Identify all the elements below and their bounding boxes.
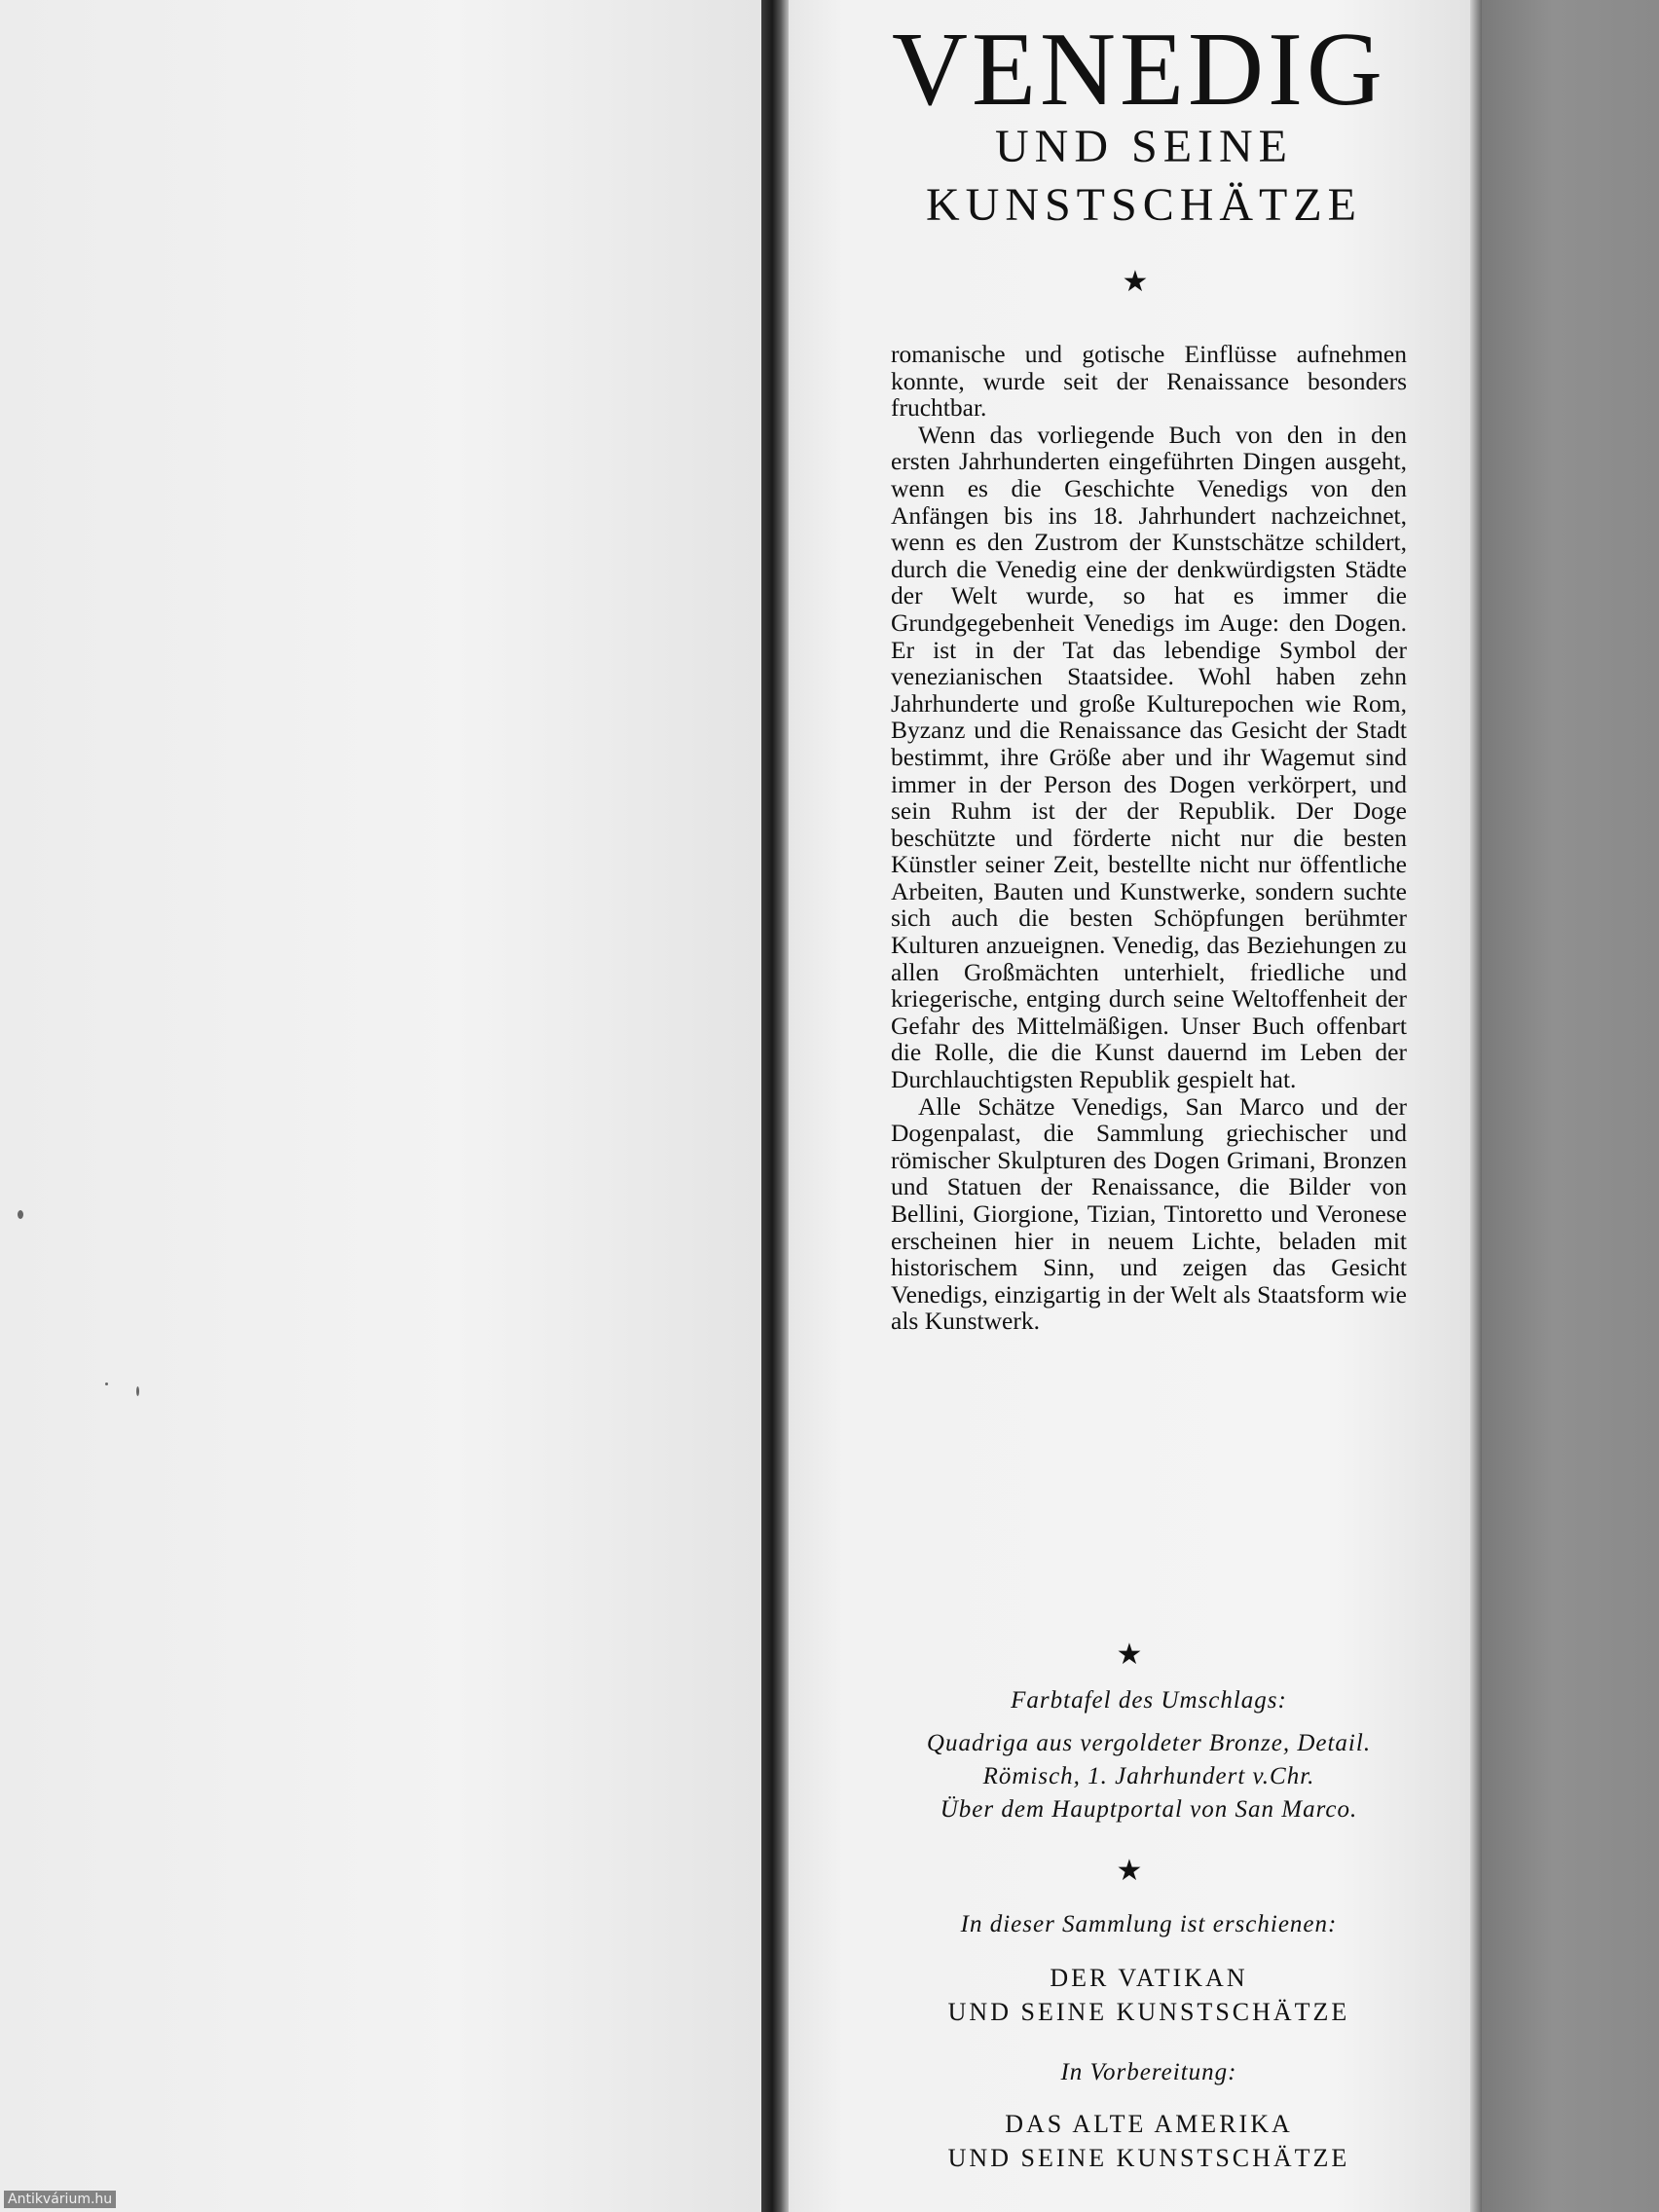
series-upcoming-title: UND SEINE KUNSTSCHÄTZE bbox=[947, 2144, 1350, 2172]
background-surface bbox=[1482, 0, 1659, 2212]
book-gutter bbox=[761, 0, 789, 2212]
series-upcoming-label: In Vorbereitung: bbox=[1060, 2059, 1237, 2085]
body-paragraph: Wenn das vorliegende Buch von den in den ersten Jahrhunderten eingeführten Dingen ausgeht, wenn es die Geschichte Venedigs von den Anfängen bis ins 18. Jahrhundert nachzeichnet, wenn es den Zustrom der Kunstschätze schildert, durch die Venedig eine der denkwürdigsten Städte der Welt wurde, so hat es immer die Grundgegebenheit Venedigs im Auge: den Dogen. Er ist in der Tat das lebendige Symbol der venezianischen Staatsidee. Wohl haben zehn Jahrhunderte und große Kulturepochen wie Rom, Byzanz und die Renaissance das Gesicht der Stadt bestimmt, ihre Größe aber und ihr Wagemut sind immer in der Person des Dogen verkörpert, und sein Ruhm ist der der Republik. Der Doge beschützte und förderte nicht nur die besten Künstler seiner Zeit, bestellte nicht nur öffentliche Arbeiten, Bauten und Kunstwerke, sondern suchte sich auch die besten Schöpfungen berühmter Kulturen anzueignen. Venedig, das Beziehungen zu allen Großmächten unterhielt, friedliche und kriegerische, entging durch seine Weltoffenheit der Gefahr des Mittelmäßigen. Unser Buch offenbart die Rolle, die die Kunst dauernd im Leben der Durchlauchtigsten Republik gespielt hat. bbox=[891, 420, 1407, 1094]
star-ornament: ★ bbox=[1122, 266, 1149, 298]
cover-caption-heading: Farbtafel des Umschlags: bbox=[1011, 1687, 1287, 1714]
series-published-title: DER VATIKAN bbox=[1050, 1964, 1248, 1992]
star-ornament: ★ bbox=[1116, 1855, 1143, 1887]
paper-speck bbox=[105, 1382, 108, 1385]
flap-subtitle-line2: KUNSTSCHÄTZE bbox=[925, 179, 1362, 231]
cover-caption-line: Über dem Hauptportal von San Marco. bbox=[940, 1796, 1358, 1823]
dust-jacket-flap bbox=[789, 0, 1470, 2212]
star-ornament: ★ bbox=[1116, 1639, 1143, 1671]
cover-caption-line: Quadriga aus vergoldeter Bronze, Detail. bbox=[926, 1730, 1372, 1756]
series-upcoming-title: DAS ALTE AMERIKA bbox=[1005, 2110, 1293, 2138]
source-watermark: Antikvárium.hu bbox=[4, 2191, 116, 2208]
paper-speck bbox=[18, 1210, 23, 1219]
series-published-label: In dieser Sammlung ist erschienen: bbox=[960, 1911, 1338, 1937]
flap-edge bbox=[1470, 0, 1482, 2212]
body-paragraph: Alle Schätze Venedigs, San Marco und der Dogenpalast, die Sammlung griechischer und römischer Skulpturen des Dogen Grimani, Bronzen und Statuen der Renaissance, die Bilder von Bellini, Giorgione, Tizian, Tintoretto und Veronese erscheinen hier in neuem Lichte, beladen mit historischem Sinn, und zeigen das Gesicht Venedigs, einzigartig in der Welt als Staatsform wie als Kunstwerk. bbox=[891, 1091, 1407, 1336]
left-blank-page bbox=[0, 0, 761, 2212]
flap-body-text bbox=[891, 341, 1407, 1335]
body-paragraph: romanische und gotische Einflüsse aufnehmen konnte, wurde seit der Renaissance besonders fruchtbar. bbox=[891, 340, 1407, 423]
cover-caption-line: Römisch, 1. Jahrhundert v.Chr. bbox=[982, 1763, 1315, 1789]
series-published-title: UND SEINE KUNSTSCHÄTZE bbox=[947, 1998, 1350, 2026]
paper-speck bbox=[136, 1386, 139, 1396]
flap-title: VENEDIG bbox=[892, 12, 1386, 128]
flap-subtitle-line1: UND SEINE bbox=[995, 121, 1293, 172]
